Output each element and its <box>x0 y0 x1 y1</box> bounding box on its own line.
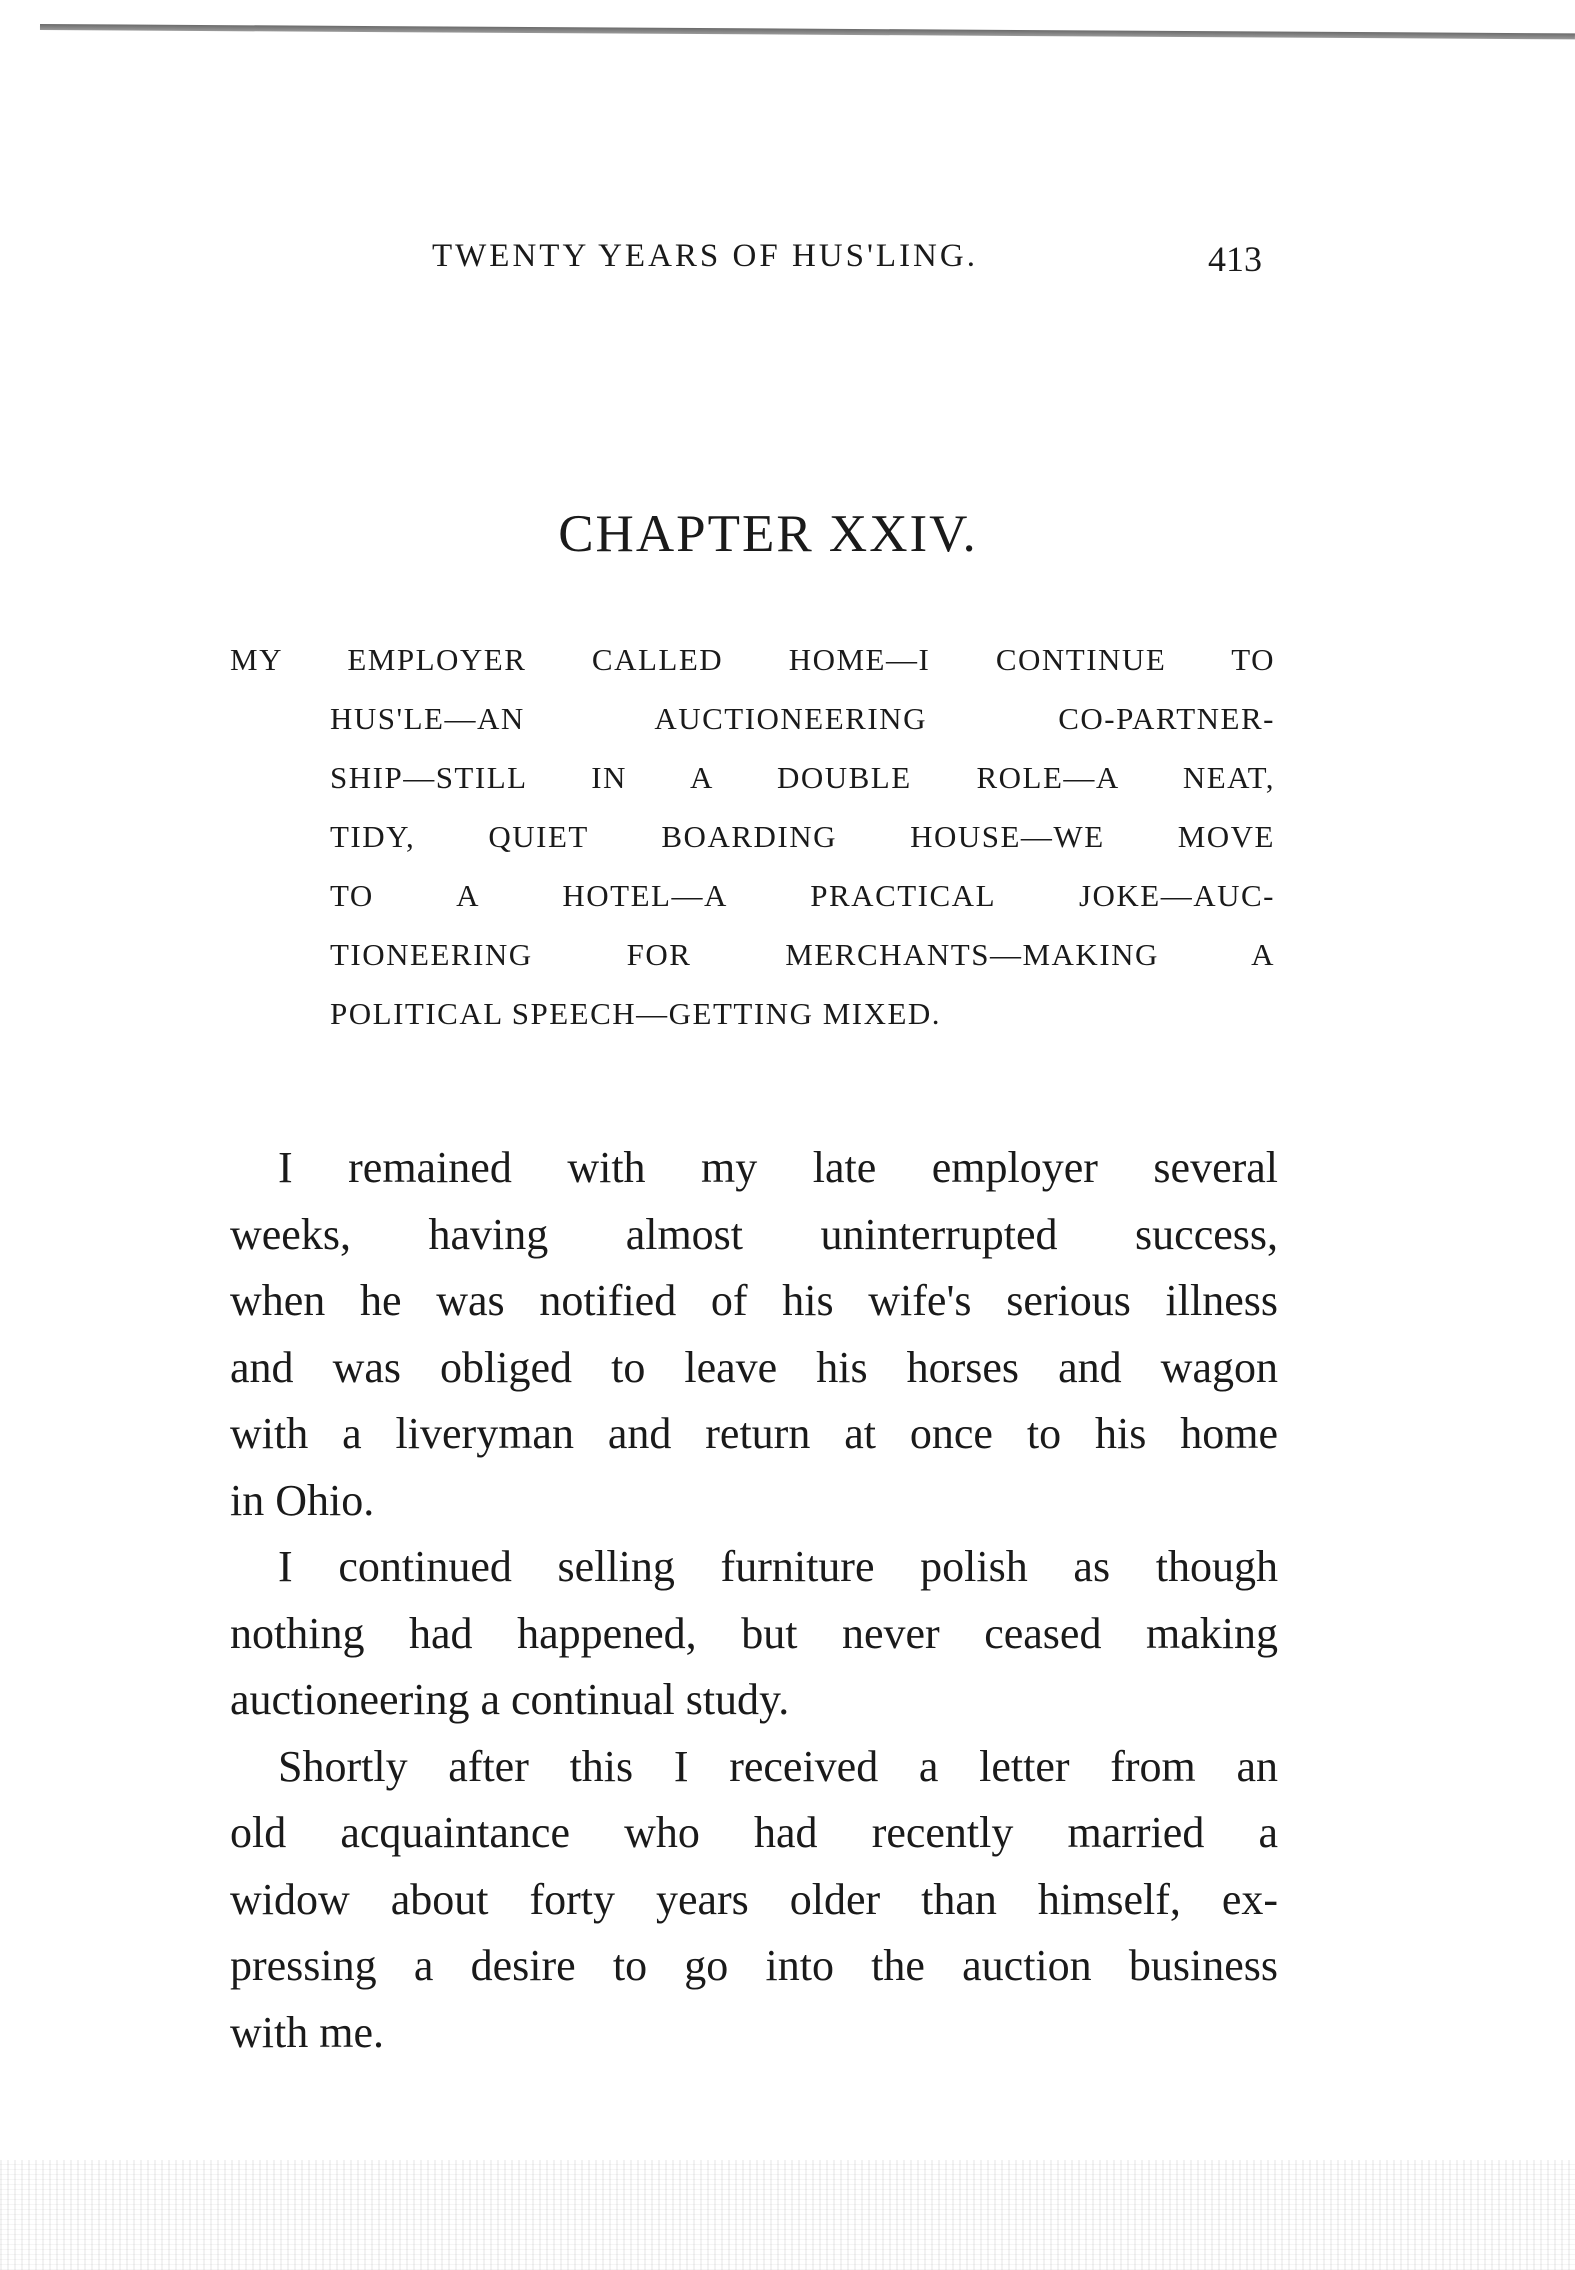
synopsis-line: SHIP—STILL IN A DOUBLE ROLE—A NEAT, <box>330 760 1275 795</box>
synopsis-line: TIDY, QUIET BOARDING HOUSE—WE MOVE <box>330 819 1275 854</box>
synopsis-line: HUS'LE—AN AUCTIONEERING CO-PARTNER- <box>330 701 1275 736</box>
paragraph-3-line: widow about forty years older than himself, ex- <box>230 1874 1278 1924</box>
running-head <box>0 238 1575 288</box>
paragraph-1-line: in Ohio. <box>230 1475 375 1525</box>
paragraph-1-line: when he was notified of his wife's serious illness <box>230 1276 1278 1325</box>
scan-noise-band <box>0 2160 1575 2270</box>
paragraph-3-line: with me. <box>230 2007 384 2057</box>
running-title: TWENTY YEARS OF HUS'LING. <box>432 238 978 274</box>
page-number: 413 <box>1208 239 1262 279</box>
paragraph-3-line: pressing a desire to go into the auction business <box>230 1941 1278 1990</box>
synopsis-line: POLITICAL SPEECH—GETTING MIXED. <box>330 996 942 1031</box>
synopsis-line: TO A HOTEL—A PRACTICAL JOKE—AUC- <box>330 878 1275 913</box>
paragraph-2-line: nothing had happened, but never ceased making <box>230 1608 1278 1658</box>
synopsis-line: TIONEERING FOR MERCHANTS—MAKING A <box>330 937 1275 972</box>
body-text <box>230 1135 1278 2066</box>
chapter-synopsis <box>230 630 1275 1043</box>
paragraph-1-line: I remained with my late employer several <box>278 1143 1278 1192</box>
paragraph-1-line: with a liveryman and return at once to his home <box>230 1409 1278 1458</box>
paragraph-1-line: weeks, having almost uninterrupted success, <box>230 1209 1278 1259</box>
synopsis-line: MY EMPLOYER CALLED HOME—I CONTINUE TO <box>230 642 1275 677</box>
paragraph-1-line: and was obliged to leave his horses and wagon <box>230 1342 1278 1392</box>
chapter-title: CHAPTER XXIV. <box>558 505 978 563</box>
paragraph-2-line: I continued selling furniture polish as though <box>278 1542 1278 1591</box>
scan-top-rule <box>40 24 1575 39</box>
paragraph-2-line: auctioneering a continual study. <box>230 1675 790 1724</box>
paragraph-3-line: Shortly after this I received a letter from an <box>278 1741 1278 1791</box>
paragraph-3-line: old acquaintance who had recently married a <box>230 1808 1278 1857</box>
